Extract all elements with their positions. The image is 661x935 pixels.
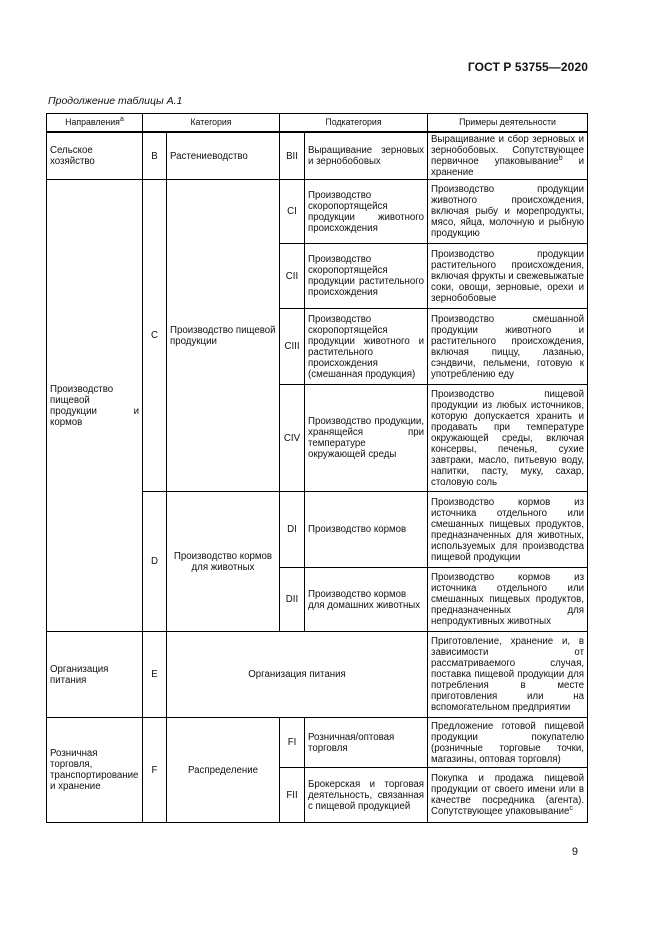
subcategory-name: Производство продукции, хранящейся при температуре окружающей среды [305, 385, 428, 492]
subcategory-name: Розничная/оптовая торговля [305, 718, 428, 768]
header-direction: Направления$^a$ [47, 114, 143, 133]
category-code: D [143, 492, 167, 632]
subcategory-name: Производство кормов [305, 492, 428, 568]
category-code: C [143, 180, 167, 492]
direction-cell: Производство пищевой продукции и кормов [47, 180, 143, 632]
subcategory-code: CII [280, 244, 305, 309]
subcategory-code: BII [280, 132, 305, 180]
classification-table [46, 113, 588, 823]
subcategory-name: Брокерская и торговая деятельность, связанная с пищевой продукцией [305, 768, 428, 823]
example-cell: Производство продукции растительного происхождения, включая фрукты и свежевыжатые соки, овощи, зерновые, орехи и зернобобовые [428, 244, 588, 309]
example-cell: Производство продукции животного происхождения, включая рыбу и морепродукты, мясо, яйца, молочную и рыбную продукцию [428, 180, 588, 244]
example-cell: Покупка и продажа пищевой продукции от своего имени или в качестве посредника (агента). Сопутствующее упаковывание$^c$ [428, 768, 588, 823]
example-cell: Производство кормов из источника отдельного или смешанных пищевых продуктов, предназначенных для животных, используемых для производства пищевой продукции [428, 492, 588, 568]
example-cell: Производство кормов из источника отдельного или смешанных пищевых продуктов, предназначенных для непродуктивных животных [428, 568, 588, 632]
table-header-row [47, 114, 588, 133]
subcategory-code: FII [280, 768, 305, 823]
subcategory-code: CIII [280, 309, 305, 385]
category-name: Производство пищевой продукции [167, 180, 280, 492]
subcategory-name: Выращивание зерновых и зернобобовых [305, 132, 428, 180]
category-name: Организация питания [167, 632, 428, 718]
header-category: Категория [143, 114, 280, 133]
subcategory-code: CI [280, 180, 305, 244]
table-row [47, 632, 588, 718]
category-code: B [143, 132, 167, 180]
subcategory-code: DII [280, 568, 305, 632]
example-cell: Приготовление, хранение и, в зависимости от рассматриваемого случая, поставка пищевой продукции для потребления в месте приготовления или на вспомогательном предприятии [428, 632, 588, 718]
subcategory-code: FI [280, 718, 305, 768]
example-cell: Производство смешанной продукции животного и растительного происхождения, включая пиццу, лазанью, сэндвичи, пельмени, готовую к употреблению еду [428, 309, 588, 385]
category-code: F [143, 718, 167, 823]
subcategory-code: DI [280, 492, 305, 568]
header-examples: Примеры деятельности [428, 114, 588, 133]
category-code: E [143, 632, 167, 718]
subcategory-name: Производство скоропортящейся продукции животного происхождения [305, 180, 428, 244]
subcategory-code: CIV [280, 385, 305, 492]
page-number: 9 [571, 846, 578, 858]
example-cell: Производство пищевой продукции из любых источников, которую допускается хранить и продавать при температуре окружающей среды, включая консервы, печенья, сухие завтраки, масло, питьевую воду, напитки, пасту, муку, сахар, столовую соль [428, 385, 588, 492]
example-cell: Предложение готовой пищевой продукции покупателю (розничные торговые точки, магазины, оптовая торговля) [428, 718, 588, 768]
header-subcategory: Подкатегория [280, 114, 428, 133]
category-name: Распределение [167, 718, 280, 823]
table-caption: Продолжение таблицы А.1 [48, 95, 183, 107]
table-row [47, 180, 588, 244]
category-name: Производство кормов для животных [167, 492, 280, 632]
table-row [47, 132, 588, 180]
direction-cell: Организация питания [47, 632, 143, 718]
document-code: ГОСТ Р 53755—2020 [467, 60, 588, 74]
subcategory-name: Производство скоропортящейся продукции растительного происхождения [305, 244, 428, 309]
category-name: Растениеводство [167, 132, 280, 180]
subcategory-name: Производство скоропортящейся продукции животного и растительного происхождения (смешанная продукция) [305, 309, 428, 385]
example-cell: Выращивание и сбор зерновых и зернобобовых. Сопутствующее первичное упаковывание$^b$ и хранение [428, 132, 588, 180]
direction-cell: Сельское хозяйство [47, 132, 143, 180]
table-row [47, 718, 588, 768]
direction-cell: Розничная торговля, транспортирование и хранение [47, 718, 143, 823]
subcategory-name: Производство кормов для домашних животных [305, 568, 428, 632]
